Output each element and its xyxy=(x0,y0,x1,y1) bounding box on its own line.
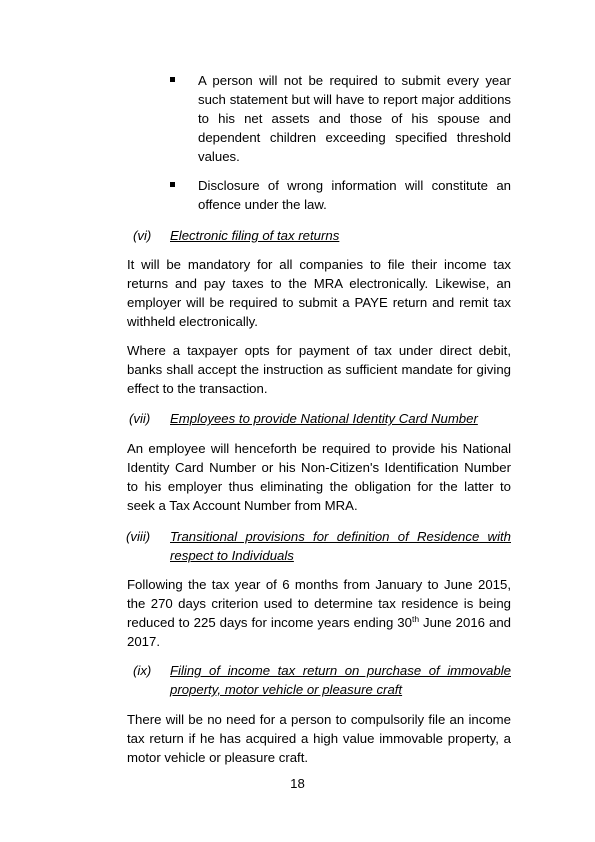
paragraph: It will be mandatory for all companies to file their income tax returns and pay taxes to the MRA electronically. Likewise, an employer will be required to submit a PAYE return and remit tax withheld electronically. xyxy=(127,257,511,329)
bullet-item-net-assets xyxy=(182,71,511,166)
section-heading-ix xyxy=(126,661,511,699)
section-title: Electronic filing of tax returns xyxy=(170,228,340,243)
paragraph-text: Following the tax year of 6 months from January to June 2015, the 270 days criterion used to determine tax residence is being reduced to 225 days for income years ending 30 xyxy=(127,577,511,630)
section-title: Filing of income tax return on purchase of immovable property, motor vehicle or pleasure craft xyxy=(170,663,511,697)
section-heading-viii xyxy=(126,527,511,565)
section-heading-vii xyxy=(126,409,511,428)
section-number: (vi) xyxy=(133,228,152,243)
bullet-text: Disclosure of wrong information will constitute an offence under the law. xyxy=(198,178,511,212)
bullet-text: A person will not be required to submit every year such statement but will have to report major additions to his net assets and those of his spouse and dependent children exceeding specified threshold values. xyxy=(198,73,511,164)
section-number: (ix) xyxy=(133,663,152,678)
section-title: Transitional provisions for definition of Residence with respect to Individuals xyxy=(170,529,511,563)
section-title: Employees to provide National Identity Card Number xyxy=(170,411,478,426)
section-number: (viii) xyxy=(126,529,151,544)
paragraph: An employee will henceforth be required to provide his National Identity Card Number or his Non-Citizen's Identification Number to his employer thus eliminating the obligation for the latter to seek a Tax Account Number from MRA. xyxy=(127,441,511,513)
superscript: th xyxy=(411,614,420,624)
paragraph xyxy=(127,575,511,651)
paragraph-text: June 2016 and 2017. xyxy=(127,615,511,649)
section-number: (vii) xyxy=(129,411,151,426)
section-heading-vi xyxy=(126,226,511,245)
bullet-item-disclosure xyxy=(182,176,511,214)
paragraph: There will be no need for a person to compulsorily file an income tax return if he has acquired a high value immovable property, a motor vehicle or pleasure craft. xyxy=(127,712,511,765)
page-number: 18 xyxy=(290,776,305,791)
paragraph: Where a taxpayer opts for payment of tax under direct debit, banks shall accept the instruction as sufficient mandate for giving effect to the transaction. xyxy=(127,343,511,396)
